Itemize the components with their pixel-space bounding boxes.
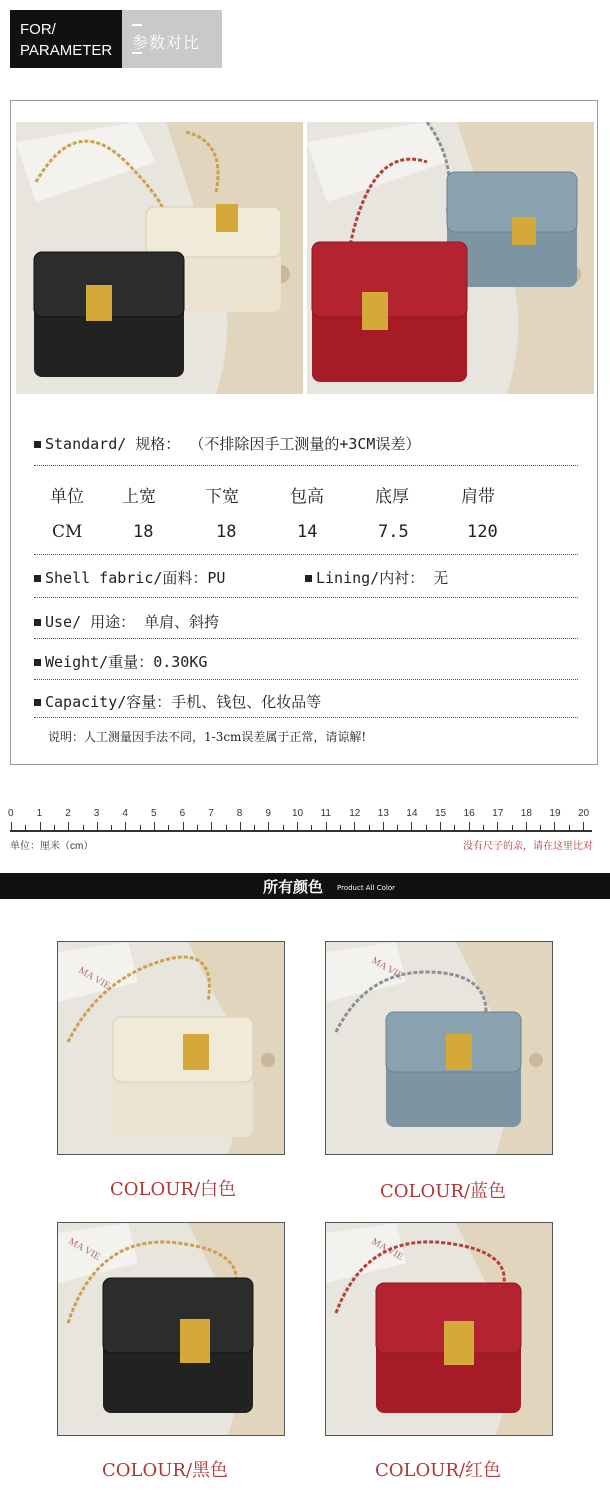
ruler-tick (426, 825, 427, 830)
ruler-number: 5 (151, 808, 157, 819)
spec-shell-fabric: Shell fabric/面料：PU (34, 567, 225, 588)
ruler-number: 3 (93, 808, 100, 819)
ruler-tick (183, 822, 184, 830)
ruler-tick (411, 822, 412, 830)
spec-header-height: 包高 (290, 487, 324, 507)
header-title-box (122, 10, 222, 68)
ruler-number: 18 (520, 808, 532, 819)
photo-print-text: MA VIE (369, 1236, 405, 1263)
ruler-tick (340, 825, 341, 830)
spec-standard: Standard/ 规格： （不排除因手工测量的+3CM误差） (34, 433, 420, 454)
spec-use: Use/ 用途： 单肩、斜挎 (34, 611, 219, 632)
spec-value-top-width: 18 (133, 522, 154, 542)
dash-decoration (132, 24, 142, 26)
photo-red-blue-bags (307, 122, 594, 394)
header-tag-line2: PARAMETER (20, 42, 113, 59)
ruler-number: 2 (65, 808, 71, 819)
ruler-number: 4 (122, 808, 128, 819)
ruler-tick (168, 825, 169, 830)
dotted-divider (34, 554, 578, 555)
ruler-tick (54, 825, 55, 830)
spec-header-bottom-width: 下宽 (205, 487, 239, 507)
bag-black-illustration (34, 252, 184, 377)
ruler-tick (397, 825, 398, 830)
ruler-number: 20 (578, 808, 590, 819)
ruler-number: 19 (549, 808, 561, 819)
ruler-number: 9 (265, 808, 271, 819)
ruler-tick (526, 822, 527, 830)
ruler-tick (440, 822, 441, 830)
ruler-tick (211, 822, 212, 830)
bullet-marker (34, 659, 41, 666)
photo-white-bag (57, 941, 285, 1155)
ruler-number: 12 (349, 808, 361, 819)
ruler-tick (311, 825, 312, 830)
bullet-marker (34, 699, 41, 706)
ruler-number: 14 (406, 808, 418, 819)
bullet-marker (34, 441, 41, 448)
dotted-divider (34, 597, 578, 598)
ruler-tick (226, 825, 227, 830)
bullet-marker (305, 575, 312, 582)
ruler-tick (383, 822, 384, 830)
ruler-tick (125, 822, 126, 830)
ruler-tick (140, 825, 141, 830)
ruler-tick (297, 822, 298, 830)
photo-black-white-bags (16, 122, 303, 394)
photo-black-bag (57, 1222, 285, 1436)
spec-note: 说明：人工测量因手法不同，1-3cm误差属于正常，请谅解! (48, 730, 367, 744)
ruler-tick (254, 825, 255, 830)
ruler-number: 11 (320, 808, 331, 819)
ruler-hint: 没有尺子的亲，请在这里比对 (463, 841, 593, 852)
ruler-number: 13 (377, 808, 389, 819)
ruler-tick (583, 822, 584, 830)
dash-decoration (132, 52, 142, 54)
photo-blue-bag (325, 941, 553, 1155)
spec-lining: Lining/内衬： 无 (305, 567, 448, 588)
ruler-tick (240, 822, 241, 830)
colour-label-blue: COLOUR/蓝色 (380, 1181, 507, 1202)
header-tag-line1: FOR/ (20, 21, 56, 38)
ruler-tick (569, 825, 570, 830)
ruler-tick (25, 825, 26, 830)
photo-print-text: MA VIE (369, 955, 405, 982)
colour-label-white: COLOUR/白色 (110, 1179, 237, 1200)
dotted-divider (34, 465, 578, 466)
colors-section-title: 所有颜色 (263, 878, 324, 896)
dotted-divider (34, 638, 578, 639)
bullet-marker (34, 619, 41, 626)
ruler-tick (369, 825, 370, 830)
ruler-number: 6 (179, 808, 186, 819)
ruler-tick (454, 825, 455, 830)
spec-value-strap: 120 (467, 522, 498, 542)
ruler-tick (283, 825, 284, 830)
ruler-tick (326, 822, 327, 830)
ruler-tick (469, 822, 470, 830)
ruler-number: 0 (8, 808, 14, 819)
ruler-tick (11, 822, 12, 830)
ruler-number: 8 (236, 808, 243, 819)
ruler-tick (354, 822, 355, 830)
spec-value-height: 14 (297, 522, 318, 542)
ruler-unit: 单位：厘米（cm） (10, 841, 94, 852)
spec-header-strap: 肩带 (461, 487, 495, 507)
bag-red-illustration (312, 242, 467, 382)
ruler-number: 10 (292, 808, 304, 819)
spec-value-bottom-width: 18 (216, 522, 237, 542)
ruler-number: 7 (208, 808, 214, 819)
colour-label-black: COLOUR/黑色 (102, 1460, 229, 1481)
photo-red-bag (325, 1222, 553, 1436)
ruler-tick (68, 822, 69, 830)
colors-section-subtitle: Product All Color (337, 884, 395, 892)
spec-value-unit: CM (52, 522, 83, 542)
photo-print-text: MA VIE (76, 965, 112, 992)
header-title: 参数对比 (132, 33, 201, 52)
ruler-tick (512, 825, 513, 830)
spec-header-depth: 底厚 (375, 487, 409, 507)
header-tag (10, 10, 122, 68)
colors-section-band (0, 873, 610, 899)
ruler-tick (40, 822, 41, 830)
spec-value-depth: 7.5 (378, 522, 409, 542)
ruler-tick (554, 822, 555, 830)
colour-label-red: COLOUR/红色 (375, 1460, 502, 1481)
ruler-number: 1 (36, 808, 43, 819)
ruler-line (10, 830, 592, 832)
ruler-tick (83, 825, 84, 830)
photo-print-text: MA VIE (66, 1236, 102, 1263)
ruler-number: 17 (492, 808, 504, 819)
dotted-divider (34, 717, 578, 718)
ruler-number: 15 (435, 808, 447, 819)
spec-capacity: Capacity/容量：手机、钱包、化妆品等 (34, 691, 321, 712)
ruler-tick (268, 822, 269, 830)
ruler-tick (483, 825, 484, 830)
ruler-tick (111, 825, 112, 830)
bullet-marker (34, 575, 41, 582)
ruler-number: 16 (463, 808, 475, 819)
spec-header-top-width: 上宽 (122, 487, 156, 507)
spec-header-unit: 单位 (50, 487, 84, 507)
ruler-tick (97, 822, 98, 830)
ruler-tick (154, 822, 155, 830)
ruler-tick (197, 825, 198, 830)
spec-weight: Weight/重量：0.30KG (34, 651, 207, 672)
ruler-tick (540, 825, 541, 830)
ruler-tick (497, 822, 498, 830)
dotted-divider (34, 679, 578, 680)
